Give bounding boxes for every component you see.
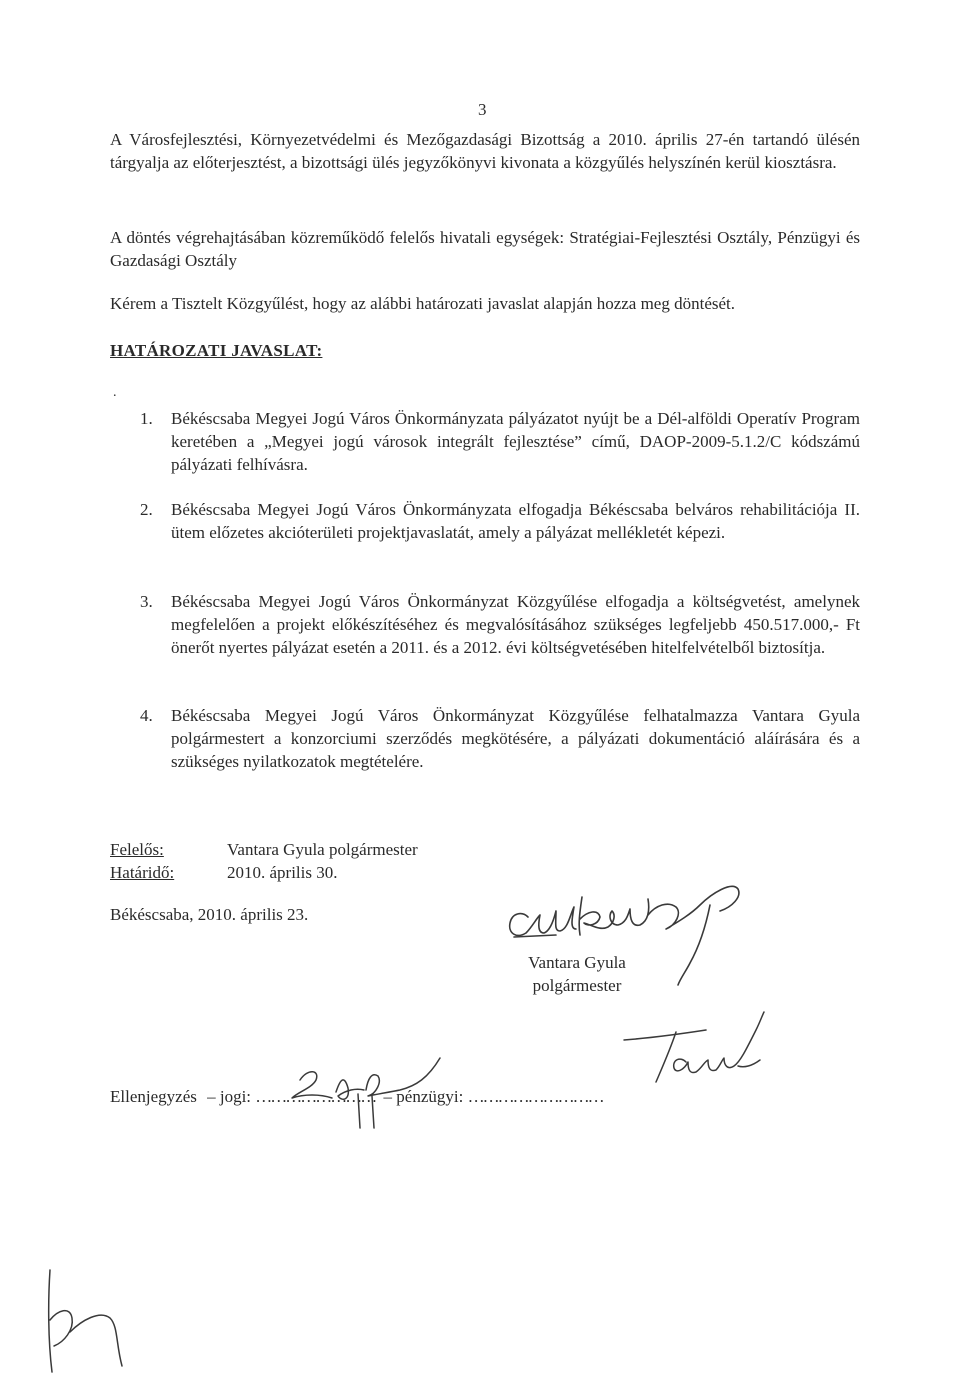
legal-signature (280, 1050, 450, 1130)
financial-signature (610, 1010, 780, 1090)
place-date: Békéscsaba, 2010. április 23. (110, 905, 309, 924)
responsible-value: Vantara Gyula polgármester (227, 840, 418, 859)
legal-dots: …………………… (255, 1087, 376, 1106)
item-number: 2. (140, 500, 153, 519)
deadline-value: 2010. április 30. (227, 863, 338, 882)
responsible-row (110, 838, 418, 861)
item-text: Békéscsaba Megyei Jogú Város Önkormányzat Közgyűlése elfogadja a költségvetést, amelynek megfelelően a projekt előkészítéséhez és megvalósításához szükséges legfeljebb 450.517.000,- Ft önerőt nyertes pályázat esetén a 2011. és a 2012. évi költségvetésében hitelfelvételből biztosítja. (171, 592, 860, 657)
item-text: Békéscsaba Megyei Jogú Város Önkormányzat Közgyűlése felhatalmazza Vantara Gyula polgármestert a konzorciumi szerződés megkötésére, a pályázati dokumentáció aláírására és a szükséges nyilatkozatok megtételére. (171, 706, 860, 771)
initials-mark (30, 1260, 140, 1375)
request-paragraph: Kérem a Tisztelt Közgyűlést, hogy az alábbi határozati javaslat alapján hozza meg döntését. (110, 294, 736, 313)
item-text: Békéscsaba Megyei Jogú Város Önkormányzata elfogadja Békéscsaba belváros rehabilitációja II. ütem előzetes akcióterületi projektjavaslatát, amely a pályázat mellékletét képezi. (171, 500, 860, 542)
countersign-label: Ellenjegyzés (110, 1087, 197, 1106)
resolution-item-2 (140, 498, 860, 544)
responsibility-block (110, 838, 418, 884)
item-text: Békéscsaba Megyei Jogú Város Önkormányzata pályázatot nyújt be a Dél-alföldi Operatív Program keretében a „Megyei jogú városok integrált fejlesztése” című, DAOP-2009-5.1.2/C kódszámú pályázati felhívásra. (171, 409, 860, 474)
item-number: 1. (140, 409, 153, 428)
legal-label: – jogi: (207, 1087, 252, 1106)
responsible-units-paragraph: A döntés végrehajtásában közreműködő felelős hivatali egységek: Stratégiai-Fejlesztési Osztály, Pénzügyi és Gazdasági Osztály (110, 228, 860, 270)
financial-dots: ……………………… (467, 1087, 603, 1106)
responsible-label: Felelős: (110, 840, 164, 859)
committee-paragraph: A Városfejlesztési, Környezetvédelmi és Mezőgazdasági Bizottság a 2010. április 27-én tartandó ülésén tárgyalja az előterjesztést, a bizottsági ülés jegyzőkönyvi kivonata a közgyűlés helyszínén kerül kiosztásra. (110, 130, 860, 172)
deadline-row (110, 861, 418, 884)
resolution-item-4 (140, 704, 860, 773)
deadline-label: Határidő: (110, 863, 175, 882)
resolution-item-1 (140, 407, 860, 476)
resolution-heading: HATÁROZATI JAVASLAT: (110, 341, 323, 360)
page-number: 3 (478, 100, 487, 119)
signer-title: polgármester (532, 976, 622, 995)
financial-label: – pénzügyi: (383, 1087, 464, 1106)
item-number: 3. (140, 592, 153, 611)
signer-name: Vantara Gyula (528, 953, 626, 972)
signer-block (518, 951, 636, 997)
resolution-item-3 (140, 590, 860, 659)
item-number: 4. (140, 706, 153, 725)
stray-mark: . (113, 385, 117, 400)
